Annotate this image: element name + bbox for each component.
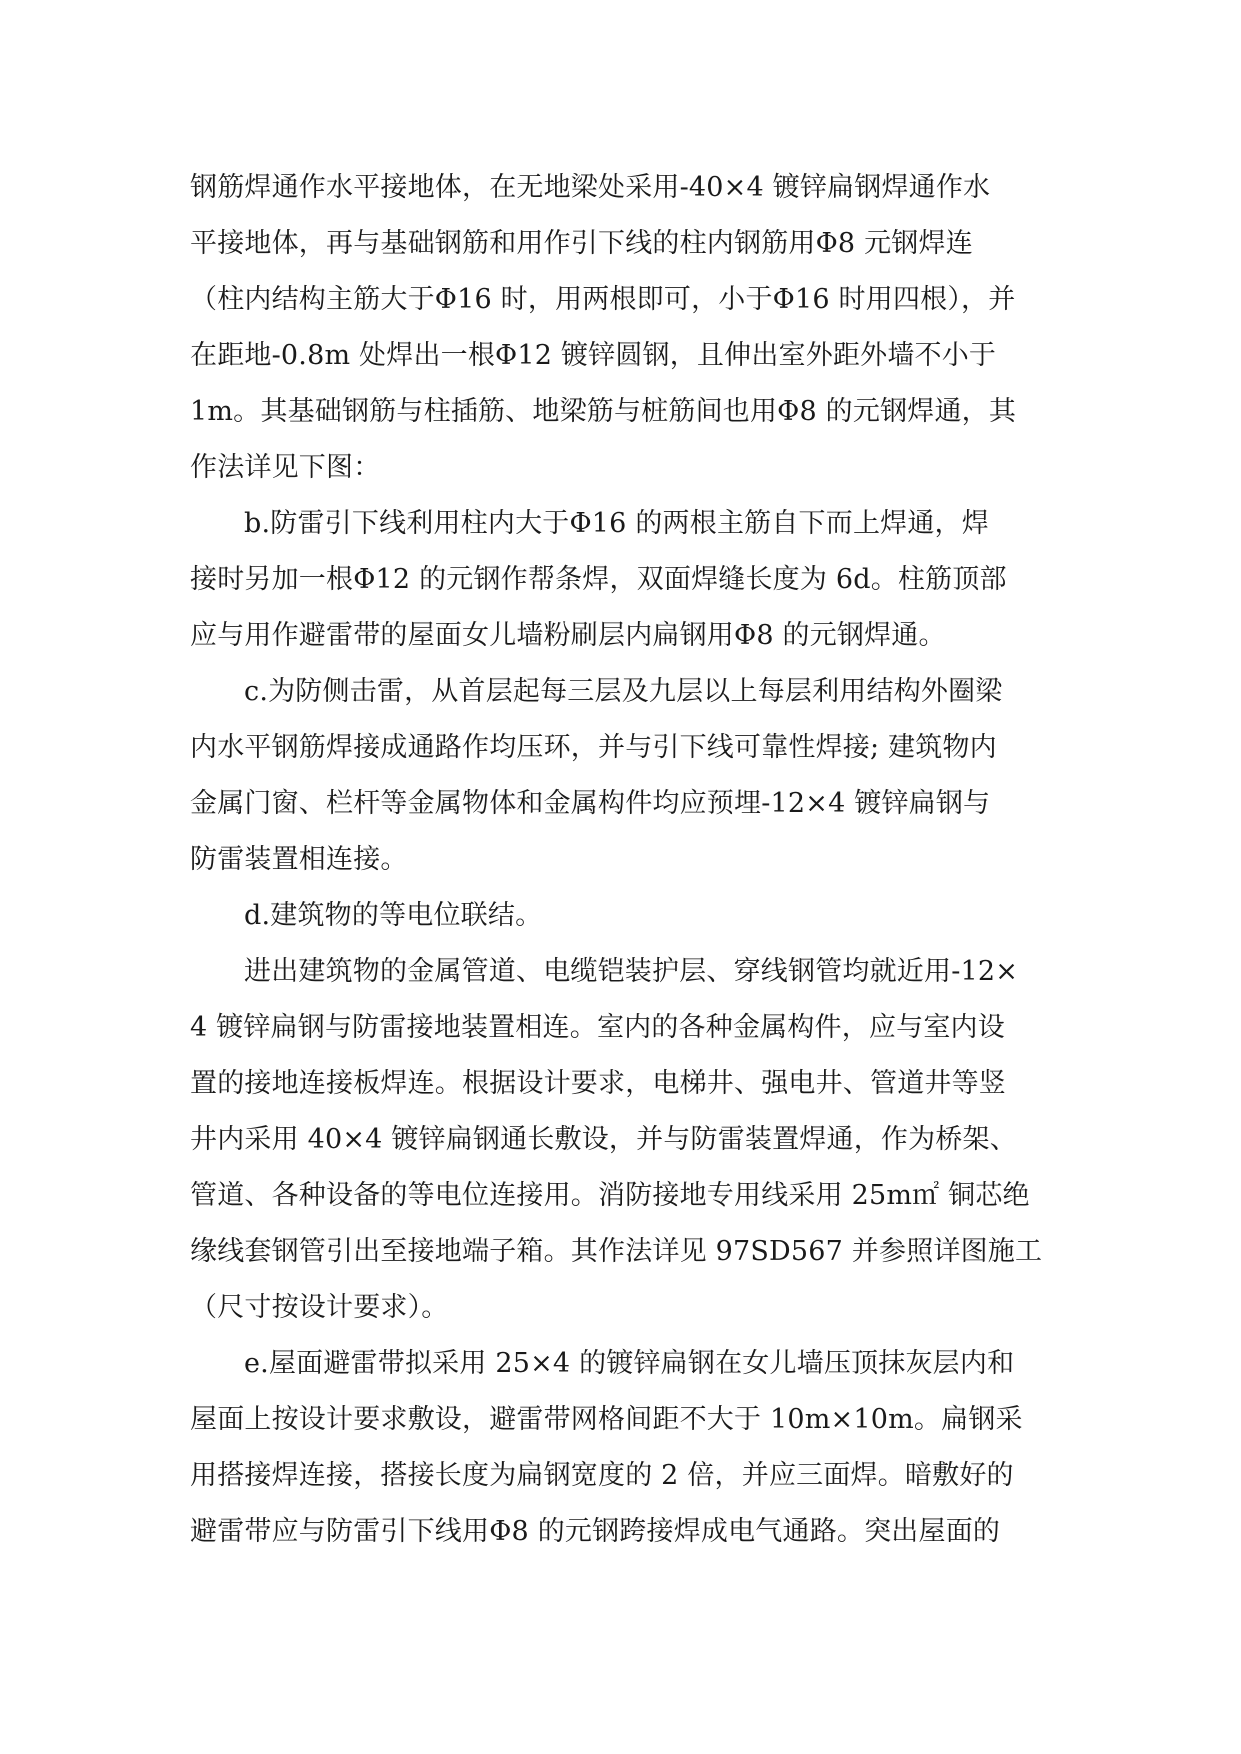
text-line: 钢筋焊通作水平接地体，在无地梁处采用-40×4 镀锌扁钢焊通作水 bbox=[190, 172, 991, 203]
paragraph-d-heading: d.建筑物的等电位联结。 bbox=[244, 900, 543, 931]
paragraph-equipotential-start: 进出建筑物的金属管道、电缆铠装护层、穿线钢管均就近用-12× bbox=[244, 956, 1019, 987]
text-line: 防雷装置相连接。 bbox=[190, 844, 408, 875]
paragraph-c-start: c.为防侧击雷，从首层起每三层及九层以上每层利用结构外圈梁 bbox=[244, 676, 1003, 707]
text-line: 屋面上按设计要求敷设，避雷带网格间距不大于 10m×10m。扁钢采 bbox=[190, 1404, 1023, 1435]
text-line: （尺寸按设计要求）。 bbox=[190, 1292, 449, 1323]
text-line: 4 镀锌扁钢与防雷接地装置相连。室内的各种金属构件，应与室内设 bbox=[190, 1012, 1005, 1043]
text-line: 避雷带应与防雷引下线用Φ8 的元钢跨接焊成电气通路。突出屋面的 bbox=[190, 1516, 1001, 1547]
text-line: 平接地体，再与基础钢筋和用作引下线的柱内钢筋用Φ8 元钢焊连 bbox=[190, 228, 973, 259]
text-line: 用搭接焊连接，搭接长度为扁钢宽度的 2 倍，并应三面焊。暗敷好的 bbox=[190, 1460, 1014, 1491]
text-line: 接时另加一根Φ12 的元钢作帮条焊，双面焊缝长度为 6d。柱筋顶部 bbox=[190, 564, 1007, 595]
paragraph-b-start: b.防雷引下线利用柱内大于Φ16 的两根主筋自下而上焊通，焊 bbox=[244, 508, 989, 539]
body-text bbox=[190, 160, 1060, 1560]
text-line: 作法详见下图： bbox=[190, 452, 381, 483]
text-line: 1m。其基础钢筋与柱插筋、地梁筋与桩筋间也用Φ8 的元钢焊通，其 bbox=[190, 396, 1017, 427]
text-line: 缘线套钢管引出至接地端子箱。其作法详见 97SD567 并参照详图施工 bbox=[190, 1236, 1043, 1267]
text-line: 应与用作避雷带的屋面女儿墙粉刷层内扁钢用Φ8 的元钢焊通。 bbox=[190, 620, 946, 651]
paragraph-e-start: e.屋面避雷带拟采用 25×4 的镀锌扁钢在女儿墙压顶抹灰层内和 bbox=[244, 1348, 1015, 1379]
text-line: 在距地-0.8m 处焊出一根Φ12 镀锌圆钢，且伸出室外距外墙不小于 bbox=[190, 340, 997, 371]
text-line: 金属门窗、栏杆等金属物体和金属构件均应预埋-12×4 镀锌扁钢与 bbox=[190, 788, 991, 819]
text-line: 管道、各种设备的等电位连接用。消防接地专用线采用 25m㎡ 铜芯绝 bbox=[190, 1180, 1030, 1211]
text-line: 井内采用 40×4 镀锌扁钢通长敷设，并与防雷装置焊通，作为桥架、 bbox=[190, 1124, 1017, 1155]
text-line: 内水平钢筋焊接成通路作均压环，并与引下线可靠性焊接; 建筑物内 bbox=[190, 732, 997, 763]
text-line: （柱内结构主筋大于Φ16 时，用两根即可，小于Φ16 时用四根），并 bbox=[190, 284, 1016, 315]
text-line: 置的接地连接板焊连。根据设计要求，电梯井、强电井、管道井等竖 bbox=[190, 1068, 1006, 1099]
